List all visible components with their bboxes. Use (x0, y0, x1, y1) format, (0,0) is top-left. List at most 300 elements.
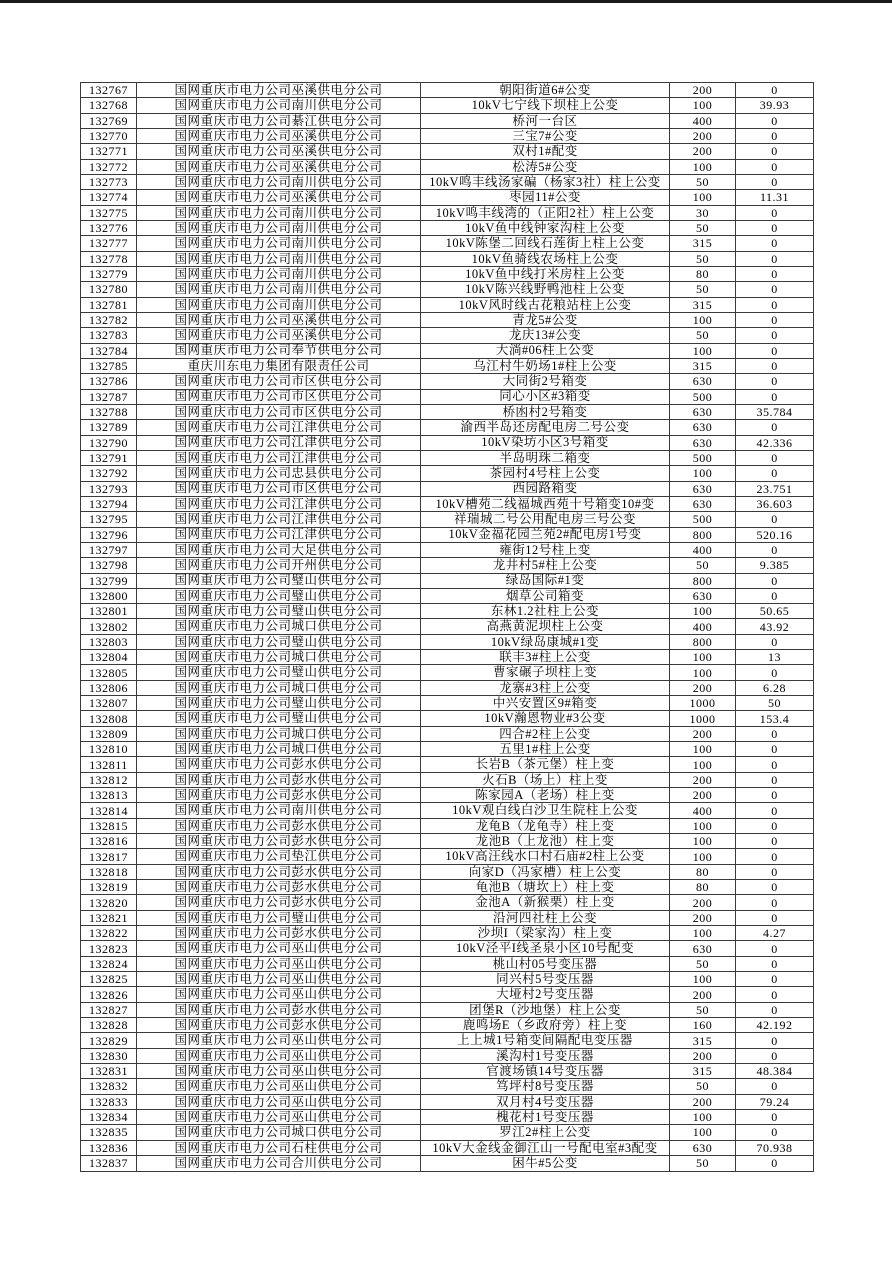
record-id-cell: 132831 (81, 1064, 137, 1079)
company-cell: 国网重庆市电力公司璧山供电分公司 (137, 910, 421, 925)
transformer-name-cell: 龙龟B（龙龟寺）柱上变 (421, 818, 670, 833)
value-cell: 0 (736, 803, 814, 818)
transformer-data-table (80, 82, 814, 1172)
table-row (81, 174, 814, 189)
table-row (81, 1140, 814, 1155)
record-id-cell: 132811 (81, 757, 137, 772)
value-cell: 48.384 (736, 1064, 814, 1079)
transformer-name-cell: 绿岛国际#1变 (421, 573, 670, 588)
value-cell: 0 (736, 972, 814, 987)
transformer-name-cell: 罗江2#柱上公变 (421, 1125, 670, 1140)
table-row (81, 634, 814, 649)
capacity-cell: 50 (670, 174, 736, 189)
company-cell: 国网重庆市电力公司江津供电分公司 (137, 450, 421, 465)
transformer-name-cell: 半岛明珠二箱变 (421, 450, 670, 465)
value-cell: 0 (736, 849, 814, 864)
company-cell: 国网重庆市电力公司巫山供电分公司 (137, 941, 421, 956)
capacity-cell: 80 (670, 880, 736, 895)
capacity-cell: 400 (670, 113, 736, 128)
transformer-name-cell: 上上城1号箱变间隔配电变压器 (421, 1033, 670, 1048)
table-row (81, 251, 814, 266)
capacity-cell: 200 (670, 1094, 736, 1109)
table-row (81, 374, 814, 389)
table-row (81, 420, 814, 435)
transformer-name-cell: 大同街2号箱变 (421, 374, 670, 389)
capacity-cell: 50 (670, 1079, 736, 1094)
capacity-cell: 100 (670, 757, 736, 772)
capacity-cell: 200 (670, 726, 736, 741)
table-row (81, 849, 814, 864)
value-cell: 0 (736, 205, 814, 220)
capacity-cell: 100 (670, 604, 736, 619)
record-id-cell: 132803 (81, 634, 137, 649)
transformer-name-cell: 松涛5#公变 (421, 159, 670, 174)
value-cell: 0 (736, 1109, 814, 1124)
value-cell: 9.385 (736, 558, 814, 573)
transformer-name-cell: 曹家碾子坝柱上变 (421, 665, 670, 680)
value-cell: 23.751 (736, 481, 814, 496)
value-cell: 0 (736, 159, 814, 174)
company-cell: 国网重庆市电力公司彭水供电分公司 (137, 834, 421, 849)
company-cell: 国网重庆市电力公司江津供电分公司 (137, 512, 421, 527)
record-id-cell: 132779 (81, 266, 137, 281)
value-cell: 0 (736, 220, 814, 235)
table-row (81, 895, 814, 910)
record-id-cell: 132815 (81, 818, 137, 833)
value-cell: 70.938 (736, 1140, 814, 1155)
transformer-name-cell: 10kV金福花园兰苑2#配电房1号变 (421, 527, 670, 542)
table-row (81, 435, 814, 450)
record-id-cell: 132823 (81, 941, 137, 956)
company-cell: 国网重庆市电力公司綦江供电分公司 (137, 113, 421, 128)
value-cell: 6.28 (736, 680, 814, 695)
value-cell: 0 (736, 1033, 814, 1048)
value-cell: 0 (736, 834, 814, 849)
record-id-cell: 132767 (81, 83, 137, 98)
record-id-cell: 132786 (81, 374, 137, 389)
record-id-cell: 132819 (81, 880, 137, 895)
value-cell: 0 (736, 757, 814, 772)
capacity-cell: 100 (670, 665, 736, 680)
record-id-cell: 132821 (81, 910, 137, 925)
transformer-name-cell: 长岩B（茶元堡）柱上变 (421, 757, 670, 772)
company-cell: 国网重庆市电力公司巫溪供电分公司 (137, 83, 421, 98)
table-row (81, 205, 814, 220)
value-cell: 0 (736, 772, 814, 787)
table-row (81, 864, 814, 879)
table-row (81, 880, 814, 895)
record-id-cell: 132801 (81, 604, 137, 619)
table-row (81, 926, 814, 941)
transformer-name-cell: 10kV七宁线下坝柱上公变 (421, 98, 670, 113)
transformer-name-cell: 10kV陈兴线野鸭池柱上公变 (421, 282, 670, 297)
record-id-cell: 132814 (81, 803, 137, 818)
value-cell: 0 (736, 542, 814, 557)
company-cell: 国网重庆市电力公司江津供电分公司 (137, 527, 421, 542)
capacity-cell: 100 (670, 343, 736, 358)
value-cell: 0 (736, 83, 814, 98)
value-cell: 0 (736, 1079, 814, 1094)
table-row (81, 389, 814, 404)
company-cell: 国网重庆市电力公司石柱供电分公司 (137, 1140, 421, 1155)
company-cell: 国网重庆市电力公司江津供电分公司 (137, 496, 421, 511)
transformer-name-cell: 10kV鱼中线钟家沟柱上公变 (421, 220, 670, 235)
company-cell: 国网重庆市电力公司市区供电分公司 (137, 481, 421, 496)
record-id-cell: 132799 (81, 573, 137, 588)
record-id-cell: 132774 (81, 190, 137, 205)
capacity-cell: 80 (670, 266, 736, 281)
record-id-cell: 132789 (81, 420, 137, 435)
company-cell: 国网重庆市电力公司巫山供电分公司 (137, 972, 421, 987)
value-cell: 35.784 (736, 404, 814, 419)
capacity-cell: 800 (670, 573, 736, 588)
record-id-cell: 132775 (81, 205, 137, 220)
transformer-name-cell: 枣园11#公变 (421, 190, 670, 205)
record-id-cell: 132793 (81, 481, 137, 496)
capacity-cell: 630 (670, 374, 736, 389)
capacity-cell: 315 (670, 297, 736, 312)
capacity-cell: 50 (670, 1155, 736, 1171)
company-cell: 国网重庆市电力公司巫山供电分公司 (137, 1094, 421, 1109)
capacity-cell: 500 (670, 450, 736, 465)
company-cell: 国网重庆市电力公司市区供电分公司 (137, 374, 421, 389)
transformer-name-cell: 茶园村4号柱上公变 (421, 466, 670, 481)
company-cell: 国网重庆市电力公司巫山供电分公司 (137, 987, 421, 1002)
value-cell: 0 (736, 818, 814, 833)
value-cell: 153.4 (736, 711, 814, 726)
capacity-cell: 315 (670, 236, 736, 251)
capacity-cell: 200 (670, 772, 736, 787)
record-id-cell: 132802 (81, 619, 137, 634)
company-cell: 国网重庆市电力公司巫山供电分公司 (137, 1033, 421, 1048)
capacity-cell: 100 (670, 849, 736, 864)
value-cell: 0 (736, 128, 814, 143)
company-cell: 国网重庆市电力公司市区供电分公司 (137, 389, 421, 404)
transformer-name-cell: 桃山村05号变压器 (421, 956, 670, 971)
value-cell: 0 (736, 788, 814, 803)
capacity-cell: 200 (670, 83, 736, 98)
value-cell: 43.92 (736, 619, 814, 634)
record-id-cell: 132816 (81, 834, 137, 849)
transformer-name-cell: 同心小区#3箱变 (421, 389, 670, 404)
record-id-cell: 132770 (81, 128, 137, 143)
capacity-cell: 50 (670, 328, 736, 343)
transformer-name-cell: 双村1#配变 (421, 144, 670, 159)
table-row (81, 972, 814, 987)
capacity-cell: 630 (670, 1140, 736, 1155)
value-cell: 0 (736, 880, 814, 895)
value-cell: 0 (736, 343, 814, 358)
table-row (81, 1002, 814, 1017)
value-cell: 0 (736, 1048, 814, 1063)
transformer-name-cell: 金池A（新猴栗）柱上变 (421, 895, 670, 910)
value-cell: 39.93 (736, 98, 814, 113)
transformer-name-cell: 朝阳街道6#公变 (421, 83, 670, 98)
capacity-cell: 100 (670, 312, 736, 327)
record-id-cell: 132769 (81, 113, 137, 128)
capacity-cell: 315 (670, 358, 736, 373)
table-row (81, 144, 814, 159)
transformer-name-cell: 10kV瀚恩物业#3公变 (421, 711, 670, 726)
value-cell: 0 (736, 1002, 814, 1017)
value-cell: 0 (736, 588, 814, 603)
top-border-bar (0, 0, 892, 3)
capacity-cell: 630 (670, 404, 736, 419)
company-cell: 国网重庆市电力公司巫山供电分公司 (137, 1079, 421, 1094)
company-cell: 国网重庆市电力公司市区供电分公司 (137, 404, 421, 419)
transformer-name-cell: 溪沟村1号变压器 (421, 1048, 670, 1063)
capacity-cell: 800 (670, 527, 736, 542)
company-cell: 国网重庆市电力公司璧山供电分公司 (137, 696, 421, 711)
table-row (81, 1094, 814, 1109)
value-cell: 0 (736, 144, 814, 159)
record-id-cell: 132834 (81, 1109, 137, 1124)
transformer-name-cell: 青龙5#公变 (421, 312, 670, 327)
value-cell: 0 (736, 251, 814, 266)
table-row (81, 834, 814, 849)
table-row (81, 604, 814, 619)
record-id-cell: 132804 (81, 650, 137, 665)
record-id-cell: 132776 (81, 220, 137, 235)
company-cell: 国网重庆市电力公司南川供电分公司 (137, 266, 421, 281)
table-row (81, 297, 814, 312)
capacity-cell: 630 (670, 941, 736, 956)
table-row (81, 680, 814, 695)
transformer-name-cell: 中兴安置区9#箱变 (421, 696, 670, 711)
transformer-name-cell: 祥瑞城二号公用配电房三号公变 (421, 512, 670, 527)
company-cell: 国网重庆市电力公司垫江供电分公司 (137, 849, 421, 864)
company-cell: 国网重庆市电力公司南川供电分公司 (137, 251, 421, 266)
company-cell: 国网重庆市电力公司南川供电分公司 (137, 297, 421, 312)
capacity-cell: 500 (670, 389, 736, 404)
table-row (81, 328, 814, 343)
value-cell: 0 (736, 910, 814, 925)
capacity-cell: 630 (670, 435, 736, 450)
capacity-cell: 200 (670, 128, 736, 143)
company-cell: 国网重庆市电力公司开州供电分公司 (137, 558, 421, 573)
company-cell: 国网重庆市电力公司城口供电分公司 (137, 742, 421, 757)
company-cell: 国网重庆市电力公司巫山供电分公司 (137, 1064, 421, 1079)
transformer-name-cell: 龙池B（上龙池）柱上变 (421, 834, 670, 849)
company-cell: 国网重庆市电力公司合川供电分公司 (137, 1155, 421, 1171)
value-cell: 0 (736, 266, 814, 281)
company-cell: 国网重庆市电力公司巫溪供电分公司 (137, 312, 421, 327)
company-cell: 国网重庆市电力公司璧山供电分公司 (137, 711, 421, 726)
value-cell: 0 (736, 174, 814, 189)
record-id-cell: 132830 (81, 1048, 137, 1063)
company-cell: 国网重庆市电力公司江津供电分公司 (137, 420, 421, 435)
value-cell: 0 (736, 466, 814, 481)
transformer-name-cell: 陈家园A（老场）柱上变 (421, 788, 670, 803)
table-row (81, 481, 814, 496)
company-cell: 国网重庆市电力公司巫溪供电分公司 (137, 328, 421, 343)
record-id-cell: 132818 (81, 864, 137, 879)
capacity-cell: 630 (670, 420, 736, 435)
value-cell: 0 (736, 573, 814, 588)
transformer-name-cell: 笃坪村8号变压器 (421, 1079, 670, 1094)
table-row (81, 757, 814, 772)
table-row (81, 1109, 814, 1124)
table-row (81, 113, 814, 128)
transformer-name-cell: 龙寨#3柱上公变 (421, 680, 670, 695)
capacity-cell: 50 (670, 282, 736, 297)
transformer-name-cell: 困牛#5公变 (421, 1155, 670, 1171)
table-row (81, 726, 814, 741)
record-id-cell: 132778 (81, 251, 137, 266)
capacity-cell: 30 (670, 205, 736, 220)
company-cell: 国网重庆市电力公司巫山供电分公司 (137, 1109, 421, 1124)
table-row (81, 650, 814, 665)
capacity-cell: 400 (670, 542, 736, 557)
value-cell: 11.31 (736, 190, 814, 205)
capacity-cell: 630 (670, 481, 736, 496)
table-row (81, 266, 814, 281)
capacity-cell: 100 (670, 98, 736, 113)
value-cell: 520.16 (736, 527, 814, 542)
record-id-cell: 132798 (81, 558, 137, 573)
capacity-cell: 100 (670, 190, 736, 205)
record-id-cell: 132772 (81, 159, 137, 174)
value-cell: 0 (736, 941, 814, 956)
value-cell: 0 (736, 297, 814, 312)
transformer-name-cell: 渝西半岛还房配电房二号公变 (421, 420, 670, 435)
record-id-cell: 132784 (81, 343, 137, 358)
company-cell: 国网重庆市电力公司璧山供电分公司 (137, 588, 421, 603)
value-cell: 0 (736, 1125, 814, 1140)
transformer-name-cell: 10kV陈堡二回线石莲街上柱上公变 (421, 236, 670, 251)
transformer-name-cell: 10kV鸣丰线湾的（正阳2社）柱上公变 (421, 205, 670, 220)
record-id-cell: 132790 (81, 435, 137, 450)
transformer-name-cell: 三宝7#公变 (421, 128, 670, 143)
record-id-cell: 132791 (81, 450, 137, 465)
company-cell: 国网重庆市电力公司南川供电分公司 (137, 174, 421, 189)
transformer-name-cell: 四合#2柱上公变 (421, 726, 670, 741)
value-cell: 13 (736, 650, 814, 665)
value-cell: 0 (736, 236, 814, 251)
table-row (81, 220, 814, 235)
company-cell: 国网重庆市电力公司奉节供电分公司 (137, 343, 421, 358)
capacity-cell: 100 (670, 972, 736, 987)
record-id-cell: 132805 (81, 665, 137, 680)
transformer-name-cell: 官渡场镇14号变压器 (421, 1064, 670, 1079)
record-id-cell: 132824 (81, 956, 137, 971)
record-id-cell: 132796 (81, 527, 137, 542)
company-cell: 国网重庆市电力公司南川供电分公司 (137, 220, 421, 235)
value-cell: 50.65 (736, 604, 814, 619)
table-row (81, 343, 814, 358)
value-cell: 0 (736, 312, 814, 327)
company-cell: 国网重庆市电力公司南川供电分公司 (137, 205, 421, 220)
transformer-name-cell: 大淌#06柱上公变 (421, 343, 670, 358)
table-row (81, 527, 814, 542)
company-cell: 国网重庆市电力公司南川供电分公司 (137, 236, 421, 251)
company-cell: 国网重庆市电力公司城口供电分公司 (137, 680, 421, 695)
transformer-name-cell: 联丰3#柱上公变 (421, 650, 670, 665)
table-row (81, 1048, 814, 1063)
table-row (81, 1064, 814, 1079)
table-row (81, 236, 814, 251)
table-row (81, 803, 814, 818)
company-cell: 重庆川东电力集团有限责任公司 (137, 358, 421, 373)
company-cell: 国网重庆市电力公司彭水供电分公司 (137, 880, 421, 895)
value-cell: 0 (736, 374, 814, 389)
table-row (81, 496, 814, 511)
table-row (81, 404, 814, 419)
table-row (81, 1155, 814, 1171)
company-cell: 国网重庆市电力公司彭水供电分公司 (137, 864, 421, 879)
value-cell: 0 (736, 1155, 814, 1171)
transformer-name-cell: 西园路箱变 (421, 481, 670, 496)
transformer-name-cell: 同兴村5号变压器 (421, 972, 670, 987)
company-cell: 国网重庆市电力公司彭水供电分公司 (137, 818, 421, 833)
record-id-cell: 132773 (81, 174, 137, 189)
record-id-cell: 132792 (81, 466, 137, 481)
company-cell: 国网重庆市电力公司江津供电分公司 (137, 435, 421, 450)
company-cell: 国网重庆市电力公司巫溪供电分公司 (137, 128, 421, 143)
record-id-cell: 132787 (81, 389, 137, 404)
table-row (81, 696, 814, 711)
company-cell: 国网重庆市电力公司彭水供电分公司 (137, 1002, 421, 1017)
record-id-cell: 132825 (81, 972, 137, 987)
table-row (81, 542, 814, 557)
transformer-name-cell: 10kV绿岛康城#1变 (421, 634, 670, 649)
capacity-cell: 50 (670, 558, 736, 573)
table-row (81, 1033, 814, 1048)
company-cell: 国网重庆市电力公司璧山供电分公司 (137, 573, 421, 588)
record-id-cell: 132806 (81, 680, 137, 695)
company-cell: 国网重庆市电力公司城口供电分公司 (137, 650, 421, 665)
value-cell: 0 (736, 726, 814, 741)
capacity-cell: 100 (670, 742, 736, 757)
value-cell: 42.192 (736, 1018, 814, 1033)
table-row (81, 312, 814, 327)
transformer-name-cell: 10kV鱼中线打米房柱上公变 (421, 266, 670, 281)
table-row (81, 987, 814, 1002)
company-cell: 国网重庆市电力公司南川供电分公司 (137, 803, 421, 818)
company-cell: 国网重庆市电力公司彭水供电分公司 (137, 788, 421, 803)
capacity-cell: 315 (670, 1033, 736, 1048)
record-id-cell: 132826 (81, 987, 137, 1002)
transformer-name-cell: 向家D（冯家槽）柱上公变 (421, 864, 670, 879)
record-id-cell: 132813 (81, 788, 137, 803)
record-id-cell: 132832 (81, 1079, 137, 1094)
capacity-cell: 100 (670, 159, 736, 174)
company-cell: 国网重庆市电力公司彭水供电分公司 (137, 772, 421, 787)
transformer-name-cell: 五里1#柱上公变 (421, 742, 670, 757)
transformer-name-cell: 火石B（场上）柱上变 (421, 772, 670, 787)
value-cell: 0 (736, 895, 814, 910)
capacity-cell: 1000 (670, 696, 736, 711)
company-cell: 国网重庆市电力公司璧山供电分公司 (137, 604, 421, 619)
record-id-cell: 132836 (81, 1140, 137, 1155)
transformer-name-cell: 高燕黄泥坝柱上公变 (421, 619, 670, 634)
transformer-name-cell: 东林1.2社柱上公变 (421, 604, 670, 619)
table-row (81, 159, 814, 174)
record-id-cell: 132822 (81, 926, 137, 941)
company-cell: 国网重庆市电力公司巫山供电分公司 (137, 1048, 421, 1063)
record-id-cell: 132809 (81, 726, 137, 741)
value-cell: 0 (736, 665, 814, 680)
capacity-cell: 50 (670, 251, 736, 266)
transformer-name-cell: 10kV泾平I线圣泉小区10号配变 (421, 941, 670, 956)
table-row (81, 466, 814, 481)
value-cell: 0 (736, 956, 814, 971)
capacity-cell: 400 (670, 803, 736, 818)
company-cell: 国网重庆市电力公司巫山供电分公司 (137, 956, 421, 971)
transformer-name-cell: 10kV风时线古花粮站柱上公变 (421, 297, 670, 312)
transformer-name-cell: 双月村4号变压器 (421, 1094, 670, 1109)
value-cell: 0 (736, 634, 814, 649)
